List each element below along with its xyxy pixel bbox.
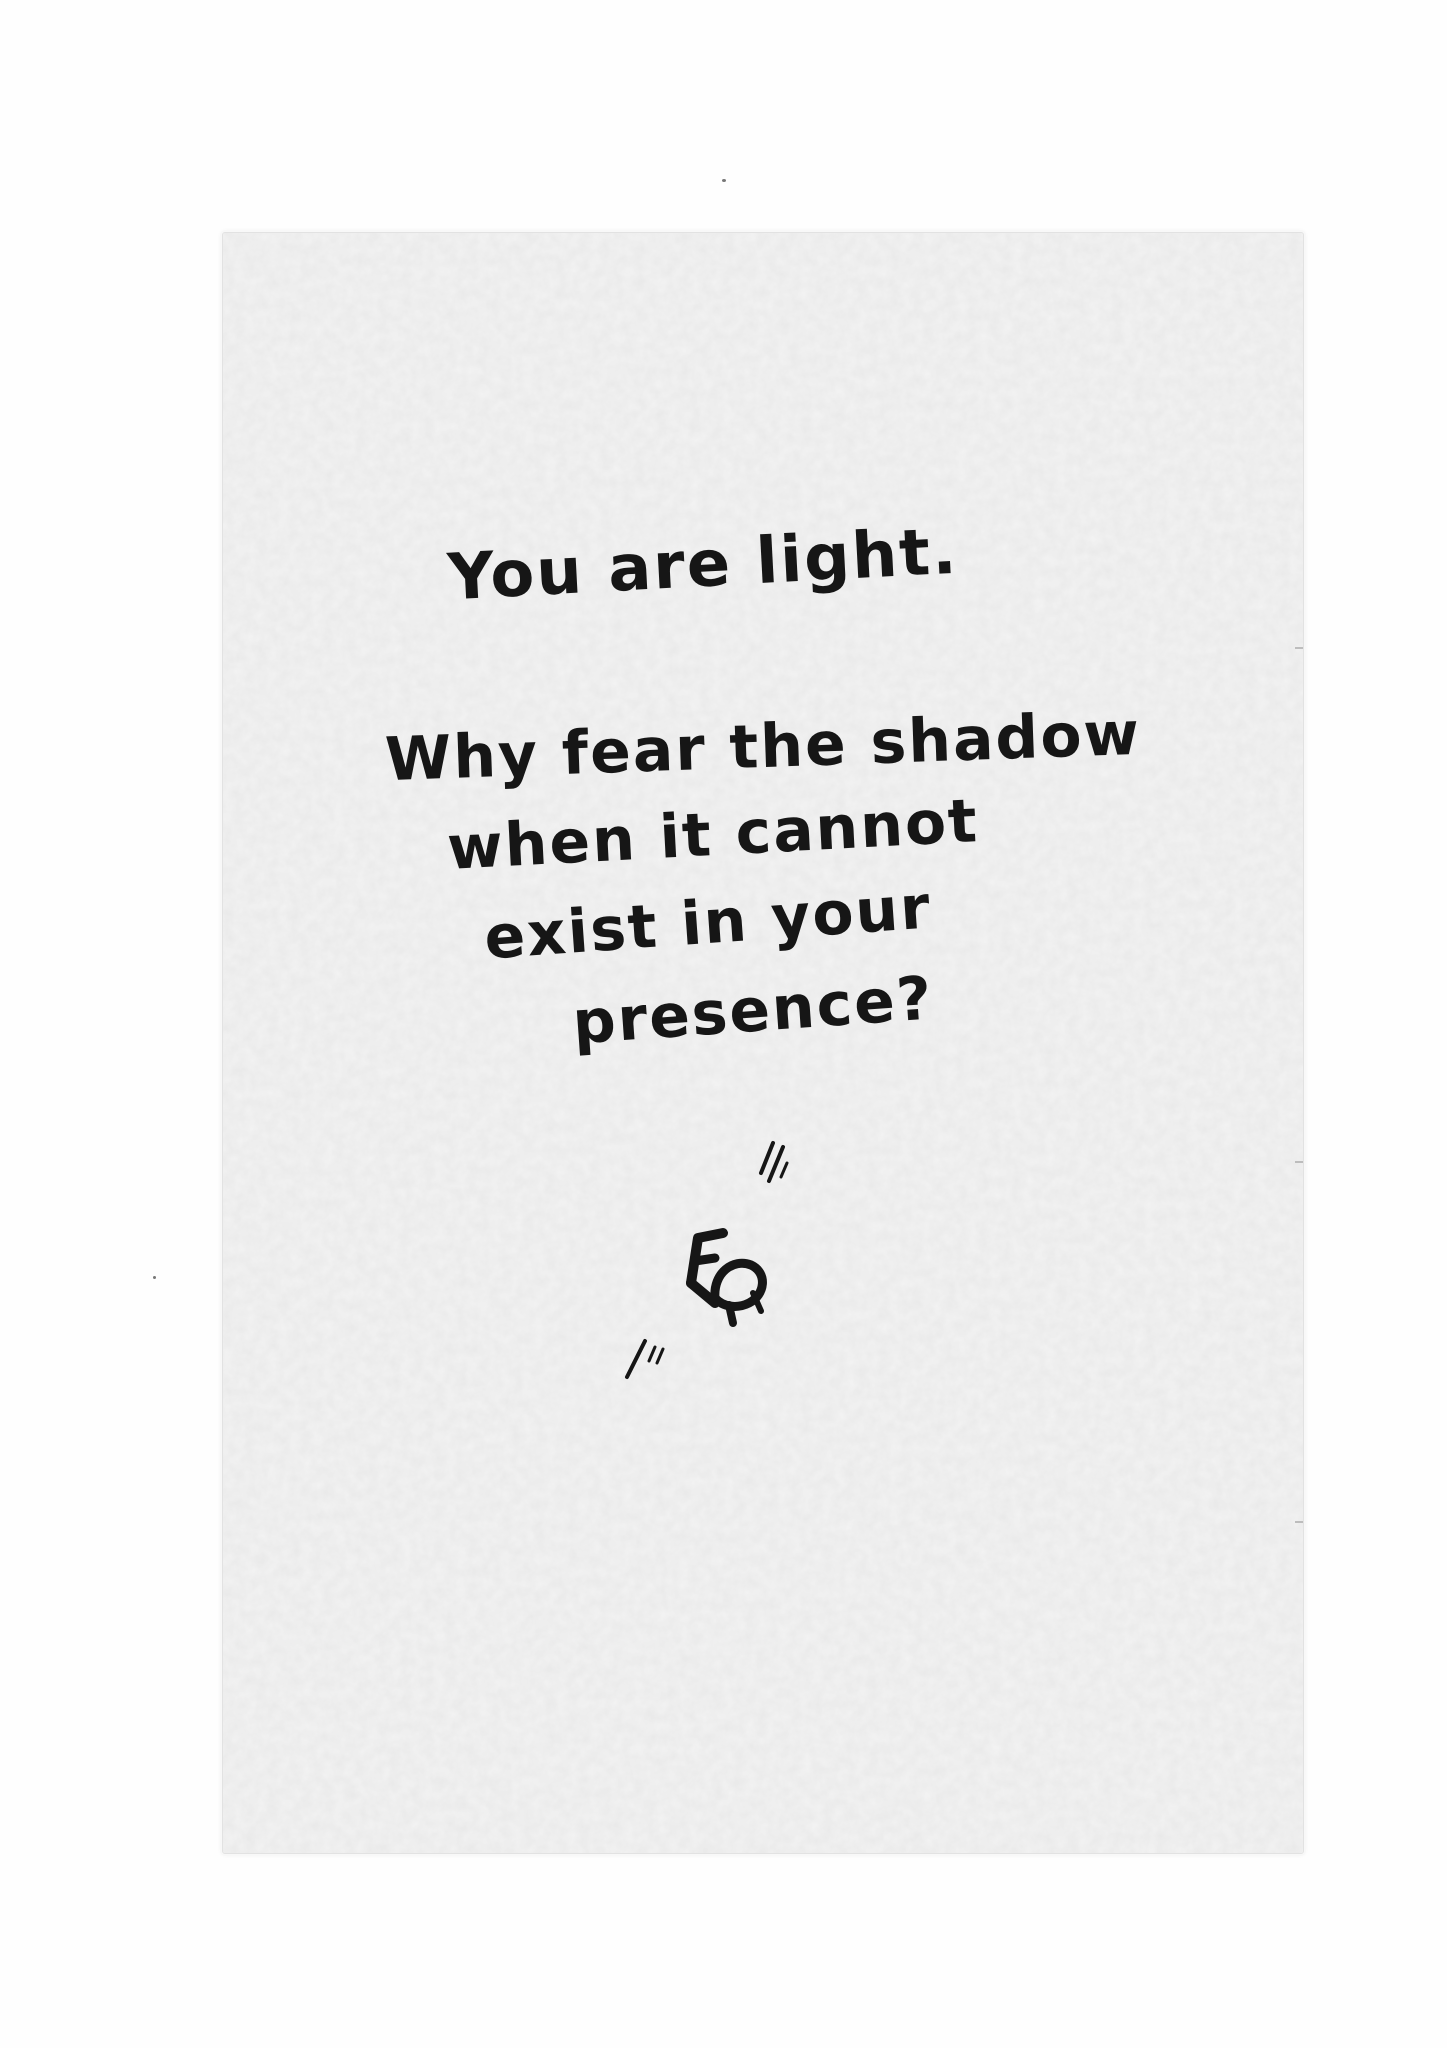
deckled-edge-notch <box>1295 647 1304 649</box>
dust-speck <box>153 1276 156 1279</box>
dust-speck <box>722 179 726 182</box>
handwritten-line: presence? <box>570 963 936 1059</box>
deckled-edge-notch <box>1295 1521 1304 1523</box>
handwritten-line: Why fear the shadow <box>383 698 1143 796</box>
handwritten-line: when it cannot <box>445 786 981 884</box>
handwritten-line: You are light. <box>445 514 961 616</box>
signature-monogram <box>603 1133 843 1413</box>
handmade-paper-card <box>222 232 1304 1854</box>
handwritten-line: exist in your <box>482 872 934 974</box>
note-question-block <box>222 698 1273 1059</box>
deckled-edge-notch <box>1295 1161 1304 1163</box>
